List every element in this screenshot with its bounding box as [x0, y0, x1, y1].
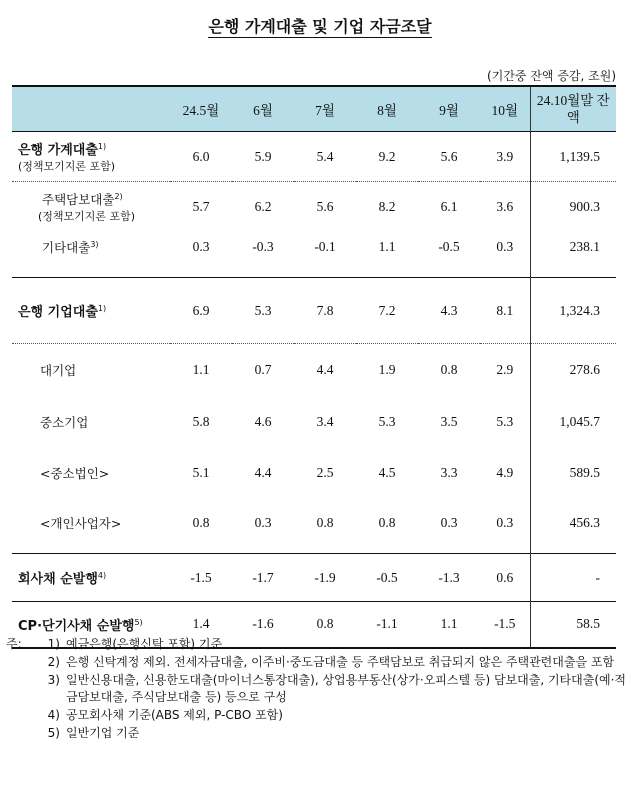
cell: 6.0: [170, 132, 232, 182]
table-row: [12, 278, 616, 344]
cell: 5.3: [496, 413, 514, 429]
cell: 1.4: [170, 602, 232, 648]
footnote: [6, 672, 632, 708]
footnote: [6, 654, 632, 672]
cell: -1.6: [232, 602, 294, 648]
row-label: 회사채 순발행$^{4)}$: [12, 554, 170, 602]
table-row: [12, 232, 616, 262]
cell: 0.8: [418, 344, 480, 396]
cell: 0.6: [480, 554, 530, 602]
footnote-text: 일반신용대출, 신용한도대출(마이너스통장대출), 상업용부동산(상가·오피스텔 등) 담보대출, 기타대출(예·적금담보대출, 주식담보대출 등) 등으로 구성: [66, 672, 627, 705]
cell: 7.2: [356, 278, 418, 344]
footnote: [6, 707, 632, 725]
table-row: [12, 132, 616, 182]
cell: 1.9: [356, 344, 418, 396]
cell: -1.1: [356, 602, 418, 648]
table-row: [12, 396, 616, 448]
cell: 0.3: [496, 514, 514, 530]
cell: 278.6: [530, 344, 616, 396]
footnote-text: 공모회사채 기준(ABS 제외, P-CBO 포함): [66, 708, 283, 723]
cell: 5.3: [232, 278, 294, 344]
cell: 4.4: [294, 344, 356, 396]
row-label: 대기업: [12, 344, 170, 396]
col-header: 24.5월: [170, 86, 232, 132]
cell: 5.9: [232, 132, 294, 182]
spacer-row: [12, 262, 616, 278]
header-corner: [12, 86, 170, 132]
cell: 5.8: [192, 413, 210, 429]
table-row: [12, 344, 616, 396]
footnote-number: 4): [47, 708, 60, 723]
cell: 0.7: [232, 344, 294, 396]
table-row: [12, 498, 616, 548]
cell: 456.3: [530, 498, 616, 548]
cell: 9.2: [356, 132, 418, 182]
footnotes: [6, 636, 632, 743]
cell: 3.6: [480, 182, 530, 232]
cell: 3.5: [440, 413, 458, 429]
cell: 0.3: [192, 238, 210, 254]
cell: 1,324.3: [530, 278, 616, 344]
footnote-text: 은행 신탁계정 제외. 전세자금대출, 이주비·중도금대출 등 주택담보로 취급되지 않은 주택관련대출을 포함: [66, 654, 615, 669]
col-header: 6월: [232, 86, 294, 132]
row-label: 은행 기업대출$^{1)}$: [12, 278, 170, 344]
cell: 5.6: [418, 132, 480, 182]
cell: 1.1: [418, 602, 480, 648]
cell: 900.3: [530, 182, 616, 232]
cell: -1.5: [170, 554, 232, 602]
col-header: 7월: [294, 86, 356, 132]
cell: -0.3: [252, 238, 274, 254]
cell: 2.5: [316, 464, 334, 480]
footnote-number: 3): [47, 672, 60, 687]
cell: 6.9: [170, 278, 232, 344]
cell: 4.3: [418, 278, 480, 344]
cell: -: [530, 554, 616, 602]
cell: 5.1: [192, 464, 210, 480]
cell: 3.4: [316, 413, 334, 429]
row-label: <중소법인>: [40, 465, 110, 481]
cell: 58.5: [530, 602, 616, 648]
cell: -1.5: [480, 602, 530, 648]
header-row: [12, 86, 616, 132]
cell: 0.3: [254, 514, 272, 530]
cell: 3.9: [480, 132, 530, 182]
cell: 1,139.5: [530, 132, 616, 182]
cell: 4.6: [254, 413, 272, 429]
cell: 8.2: [356, 182, 418, 232]
footnote-text: 일반기업 기준: [66, 725, 140, 740]
cell: 4.4: [254, 464, 272, 480]
cell: 8.1: [480, 278, 530, 344]
cell: 4.9: [496, 464, 514, 480]
cell: 3.3: [440, 464, 458, 480]
cell: 4.5: [378, 464, 396, 480]
cell: 6.1: [418, 182, 480, 232]
cell: -1.3: [418, 554, 480, 602]
cell: 0.8: [378, 514, 396, 530]
row-label: 중소기업: [40, 414, 89, 430]
cell: -0.5: [438, 238, 460, 254]
cell: 6.2: [232, 182, 294, 232]
col-header: 9월: [418, 86, 480, 132]
cell: 5.4: [294, 132, 356, 182]
footnote-number: 1): [47, 637, 60, 651]
cell: 7.8: [294, 278, 356, 344]
footnote: [6, 636, 632, 654]
cell: 238.1: [530, 232, 616, 262]
row-label: 주택담보대출$^{2)}$ (정책모기지론 포함): [12, 182, 170, 232]
footnote-text: 예금은행(은행신탁 포함) 기준: [66, 637, 223, 651]
page-title: 은행 가계대출 및 기업 자금조달: [208, 17, 432, 36]
row-label: 은행 가계대출$^{1)}$ (정책모기지론 포함): [12, 132, 170, 182]
cell: 0.8: [316, 514, 334, 530]
cell: 1,045.7: [530, 396, 616, 448]
cell: -1.7: [232, 554, 294, 602]
cell: -0.5: [356, 554, 418, 602]
cell: 0.3: [496, 238, 514, 254]
cell: 1.1: [170, 344, 232, 396]
footnote-number: 2): [47, 654, 60, 669]
footnote: [6, 725, 632, 743]
cell: 0.3: [440, 514, 458, 530]
cell: 589.5: [530, 448, 616, 498]
cell: 2.9: [480, 344, 530, 396]
cell: 0.8: [294, 602, 356, 648]
cell: 0.8: [192, 514, 210, 530]
table-row: [12, 448, 616, 498]
cell: -1.9: [294, 554, 356, 602]
row-label: 기타대출$^{3)}$: [42, 239, 99, 255]
cell: 1.1: [378, 238, 396, 254]
col-header: 10월: [480, 86, 530, 132]
cell: -0.1: [314, 238, 336, 254]
data-table: [12, 85, 616, 649]
table-row: [12, 554, 616, 602]
cell: 5.3: [378, 413, 396, 429]
cell: 5.6: [294, 182, 356, 232]
footnote-number: 5): [47, 725, 60, 740]
col-header-balance: 24.10월말 잔액: [530, 86, 616, 132]
unit-label: (기간중 잔액 증감, 조원): [487, 69, 616, 83]
table-row: [12, 182, 616, 232]
col-header: 8월: [356, 86, 418, 132]
row-label: <개인사업자>: [40, 515, 122, 531]
footnote-prefix: 주:: [6, 637, 22, 651]
cell: 5.7: [170, 182, 232, 232]
row-label: CP·단기사채 순발행$^{5)}$: [12, 602, 170, 648]
